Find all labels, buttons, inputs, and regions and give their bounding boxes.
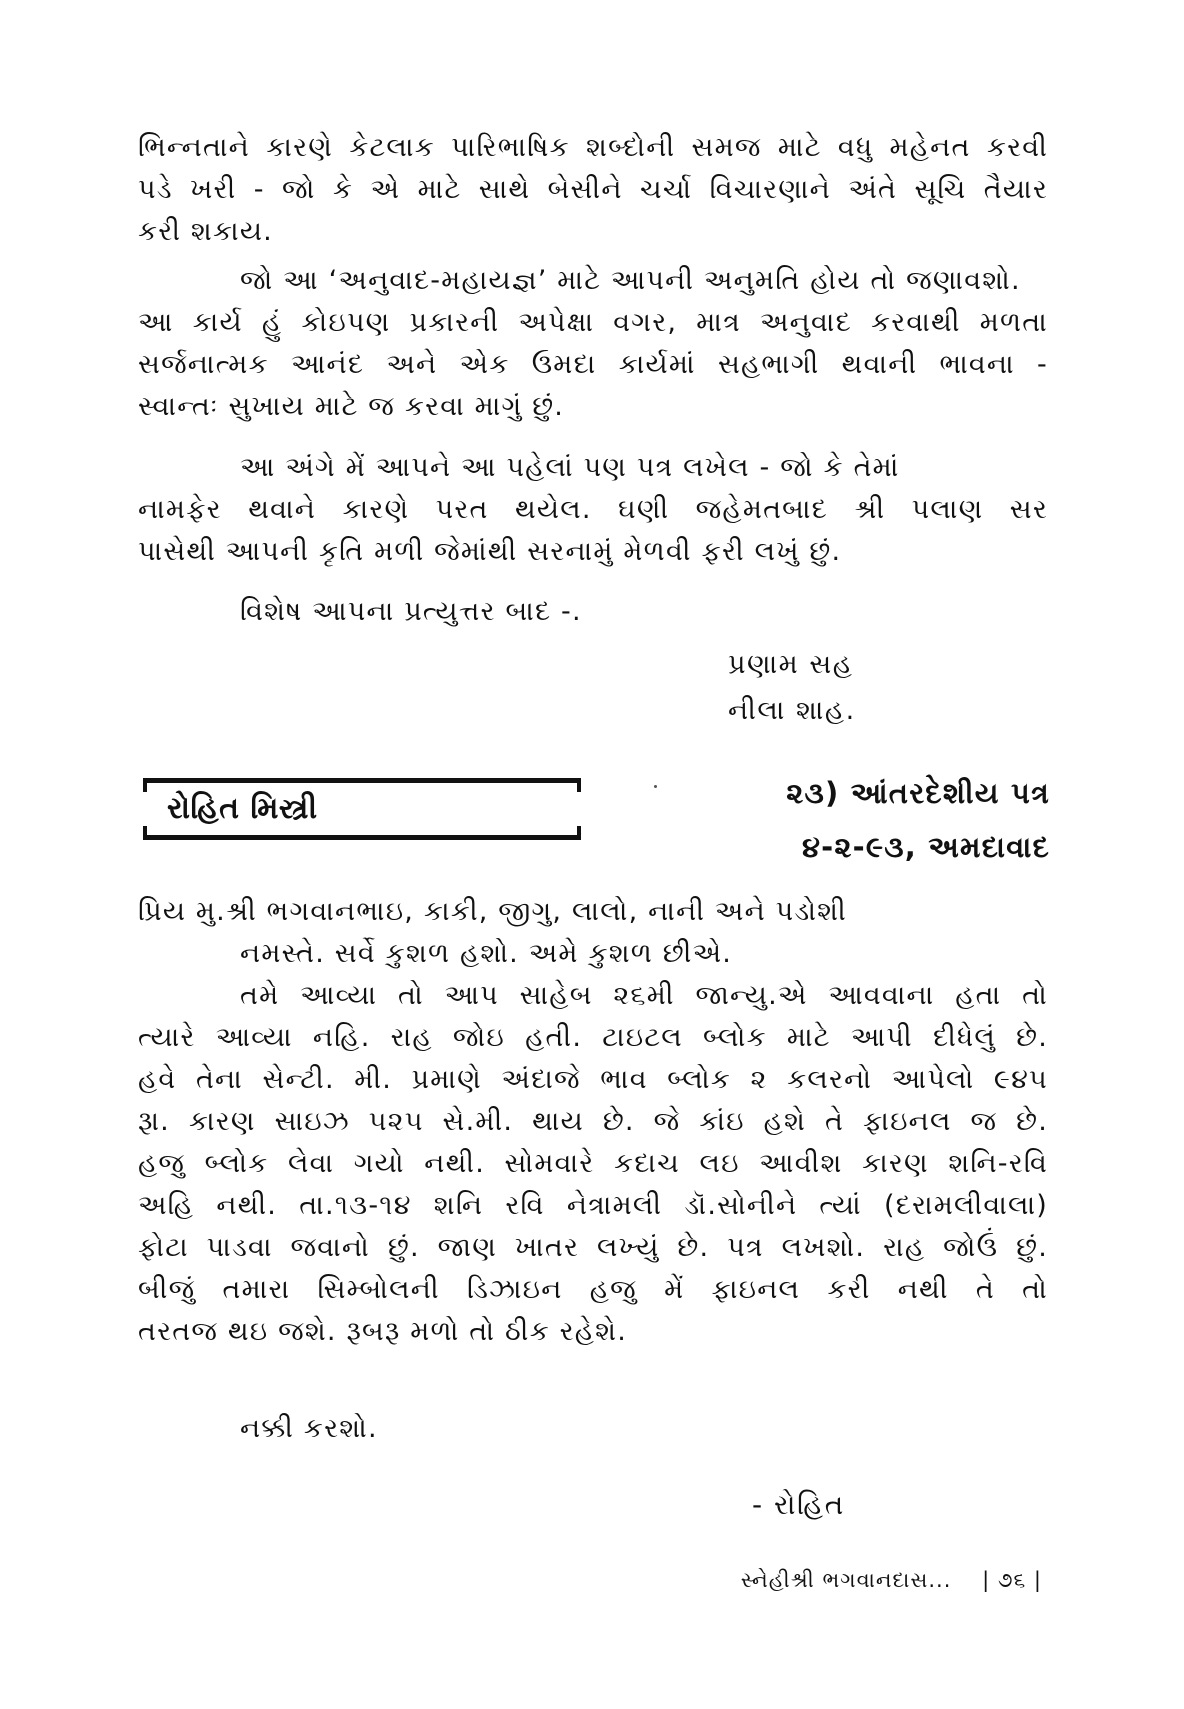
letter2-body [138,891,1048,1353]
paragraph-closing [138,591,1048,633]
page-number: | ૭૬ | [982,1568,1042,1592]
text-line: ફોટા પાડવા જવાનો છું. જાણ ખાતર લખ્યું છે. પત્ર લખશો. રાહ જોઉં છું. [138,1232,1048,1263]
letter2-signature: - રોહિત [752,1488,845,1521]
box-rule-bottom [143,835,581,840]
author-box [143,778,581,840]
text-line: કરી શકાય. [138,216,273,247]
letter-heading-title: ૨૩) આંતરદેશીય પત્ર [786,776,1050,810]
paragraph-permission [138,260,1048,428]
signature: નીલા શાહ. [728,695,856,726]
box-rule-top [143,778,581,783]
salutation: પ્રણામ સહ [728,649,854,680]
text-line: રૂા. કારણ સાઇઝ ૫૨૫ સે.મી. થાય છે. જે કાંઇ હશે તે ફાઇનલ જ છે. [138,1106,1048,1137]
speck [654,785,657,788]
text-line: સર્જનાત્મક આનંદ અને એક ઉમદા કાર્યમાં સહભાગી થવાની ભાવના - [138,349,1048,380]
text-line: નામફેર થવાને કારણે પરત થયેલ. ઘણી જહેમતબાદ શ્રી પલાણ સર [138,494,1048,525]
text-line: ભિન્નતાને કારણે કેટલાક પારિભાષિક શબ્દોની સમજ માટે વધુ મહેનત કરવી [138,132,1048,163]
box-corner [577,778,581,792]
greeting-line: પ્રિય મુ.શ્રી ભગવાનભાઇ, કાકી, જીગુ, લાલો, નાની અને પડોશી [138,896,847,927]
author-name: રોહિત મિસ્ત્રી [167,791,318,826]
text-line: સ્વાન્તઃ સુખાય માટે જ કરવા માગું છું. [138,391,565,422]
text-line: વિશેષ આપના પ્રત્યુત્તર બાદ -. [240,596,582,627]
text-line: પાસેથી આપની કૃતિ મળી જેમાંથી સરનામું મેળવી ફરી લખું છું. [138,536,842,567]
text-line: નમસ્તે. સર્વે કુશળ હશો. અમે કુશળ છીએ. [240,938,733,969]
text-line: બીજું તમારા સિમ્બોલની ડિઝાઇન હજુ મેં ફાઇનલ કરી નથી તે તો [138,1274,1048,1305]
paragraph-previous-letter [138,447,1048,573]
text-line: તરતજ થઇ જશે. રૂબરૂ મળો તો ઠીક રહેશે. [138,1316,627,1347]
text-line: હજુ બ્લોક લેવા ગયો નથી. સોમવારે કદાચ લઇ આવીશ કારણ શનિ-રવિ [138,1148,1048,1179]
box-corner [143,778,147,792]
text-line: નક્કી કરશો. [240,1413,378,1444]
running-title: સ્નેહીશ્રી ભગવાનદાસ... [740,1568,952,1592]
text-line: ત્યારે આવ્યા નહિ. રાહ જોઇ હતી. ટાઇટલ બ્લોક માટે આપી દીધેલું છે. [138,1022,1048,1053]
letter1-signoff [728,642,856,734]
letter-heading-date-place: ૪-૨-૯૩, અમદાવાદ [801,830,1050,864]
text-line: જો આ ‘અનુવાદ-મહાયજ્ઞ’ માટે આપની અનુમતિ હોય તો જણાવશો. [240,265,1021,296]
page-footer [741,1568,1042,1593]
text-line: આ અંગે મેં આપને આ પહેલાં પણ પત્ર લખેલ - જો કે તેમાં [240,452,900,483]
text-line: આ કાર્ય હું કોઇપણ પ્રકારની અપેક્ષા વગર, માત્ર અનુવાદ કરવાથી મળતા [138,307,1048,338]
letter2-closing [138,1408,1048,1450]
text-line: તમે આવ્યા તો આપ સાહેબ ૨૬મી જાન્યુ.એ આવવાના હતા તો [240,980,1048,1011]
text-line: અહિ નથી. તા.૧૩-૧૪ શનિ રવિ નેત્રામલી ડૉ.સોનીને ત્યાં (દરામલીવાલા) [138,1190,1048,1221]
text-line: હવે તેના સેન્ટી. મી. પ્રમાણે અંદાજે ભાવ બ્લોક ૨ કલરનો આપેલો ૯૪૫ [138,1064,1048,1095]
paragraph-intro [138,127,1048,253]
text-line: પડે ખરી - જો કે એ માટે સાથે બેસીને ચર્ચા વિચારણાને અંતે સૂચિ તૈયાર [138,174,1048,205]
